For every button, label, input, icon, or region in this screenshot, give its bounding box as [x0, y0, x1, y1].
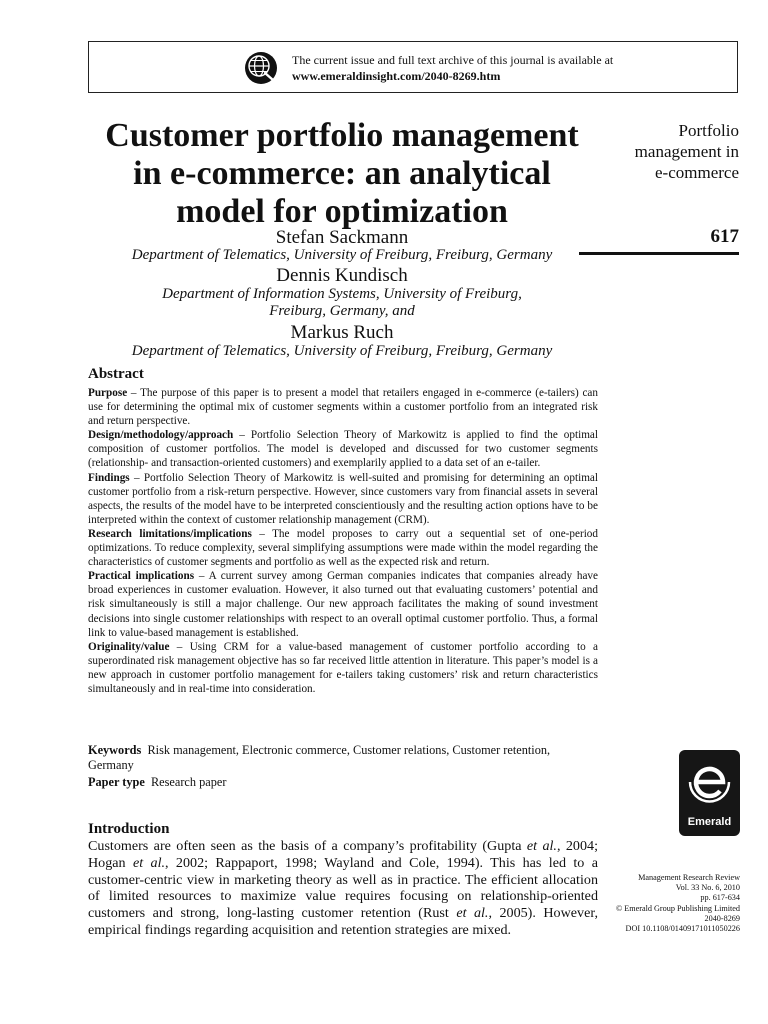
journal-info-line: DOI 10.1108/01409171011050226 [625, 924, 740, 934]
running-head-line: e-commerce [655, 163, 739, 182]
journal-info-line: Vol. 33 No. 6, 2010 [675, 883, 740, 893]
journal-info-line: pp. 617-634 [700, 893, 740, 903]
section-text: – The purpose of this paper is to present a model that retailers engaged in e-commerce (e-tailers) can use for determining the optimal mix of customer segments within a customer portfolio from an integrated risk and return perspective. [88, 387, 598, 428]
author-affiliation: Freiburg, Germany, and [269, 303, 415, 319]
section-text: – A current survey among German companies indicates that companies already have broad experiences in customer evaluation. However, it also turned out that evaluating customers’ potential and risk simultaneously is still a major challenge. Our new approach facilitates the making of sound investment decisions into single customer relationships with respect to an overall optimal customer portfolio. Thus, a formal link to value-based management is established. [88, 570, 598, 639]
intro-text: , 2005). However, empirical findings regarding acquisition and retention strategies are mixed. [88, 905, 598, 938]
page-number-rule [579, 252, 739, 255]
section-label: Research limitations/implications [88, 527, 252, 540]
author-affiliation: Department of Telematics, University of Freiburg, Freiburg, Germany [131, 247, 553, 263]
intro-text-italic: et al. [132, 854, 166, 871]
keywords [88, 743, 598, 773]
abstract-limitations [88, 527, 598, 569]
emerald-e-icon [687, 758, 732, 810]
abstract-purpose [88, 386, 598, 428]
abstract-practical [88, 569, 598, 639]
section-text: – The model proposes to carry out a sequential set of one-period optimizations. To reduce complexity, several simplifying assumptions were made within the model regarding the characteristics of customer segments and portfolio as well as the expected risk and return. [88, 527, 598, 569]
abstract-design [88, 428, 598, 470]
intro-text-italic: et al. [456, 905, 489, 922]
author-affiliation: Department of Telematics, University of Freiburg, Freiburg, Germany [131, 343, 553, 359]
section-text: – Portfolio Selection Theory of Markowitz is well-suited and promising for determining an optimal customer portfolio from a risk-return perspective. However, since customers vary from financial assets in several aspects, the results of the model have to be interpreted conscientiously and the resulting action options have to be interpreted within the context of customer relationship management (CRM). [88, 471, 598, 526]
section-label: Design/methodology/approach [88, 429, 234, 442]
introduction-heading: Introduction [88, 821, 170, 837]
section-label: Originality/value [88, 640, 170, 653]
intro-text: , 2004; Hogan [88, 838, 598, 871]
journal-info [570, 873, 740, 934]
abstract-originality [88, 640, 598, 696]
journal-info-line: Management Research Review [638, 873, 740, 882]
section-text: – Using CRM for a value-based management of customer portfolio according to a superordinated risk management objective has so far received little attention in literature. This paper’s model is a new approach in customer portfolio management for e-tailers taking customers’ risk and return characteristics simultaneously and in real-time into consideration. [88, 640, 598, 695]
globe-icon [244, 51, 278, 85]
paper-title: Customer portfolio management in e-commerce: an analytical model for optimization [105, 117, 579, 230]
running-head-line: Portfolio [678, 121, 739, 140]
paper-type-text: Research paper [150, 775, 227, 789]
emerald-logo-text: Emerald [687, 816, 732, 828]
introduction-body [88, 838, 598, 939]
page-number: 617 [710, 226, 739, 247]
emerald-logo [679, 750, 740, 836]
abstract-heading: Abstract [88, 366, 144, 382]
author-name: Stefan Sackmann [275, 227, 409, 248]
journal-url-link[interactable]: www.emeraldinsight.com/2040-8269.htm [292, 69, 501, 83]
abstract-body [88, 386, 598, 696]
running-head [600, 120, 739, 183]
paper-type [88, 775, 598, 790]
intro-text: , 2002; Rappaport, 1998; Wayland and Cole, 1994). This has led to a customer-centric view in marketing theory as well as in practice. The efficient allocation of limited resources to maximize value requires focusing on relationship-oriented customers and strong, long-lasting customer retention (Rust [88, 854, 598, 922]
author-name: Markus Ruch [290, 322, 394, 343]
author-affiliation: Department of Information Systems, University of Freiburg, [162, 286, 522, 302]
section-label: Practical implications [88, 570, 195, 583]
section-label: Purpose [88, 387, 128, 399]
keywords-text: Risk management, Electronic commerce, Customer relations, Customer retention, Germany [88, 743, 551, 772]
intro-text-italic: et al. [526, 838, 557, 854]
abstract-findings [88, 471, 598, 527]
journal-info-line: 2040-8269 [704, 913, 740, 923]
running-head-line: management in [634, 142, 739, 161]
author-name: Dennis Kundisch [276, 265, 408, 286]
availability-note: The current issue and full text archive of this journal is available at [292, 53, 614, 67]
intro-text: Customers are often seen as the basis of a company’s profitability (Gupta [88, 838, 527, 854]
section-text: – Portfolio Selection Theory of Markowitz is applied to find the optimal composition of customer portfolios. The model is developed and discussed for two customer segments (relationship- and transaction-oriented customers) and exemplarily applied to a data set of an e-tailer. [88, 429, 598, 470]
keywords-label: Keywords [88, 743, 142, 757]
journal-info-line: © Emerald Group Publishing Limited [615, 903, 740, 913]
section-label: Findings [88, 471, 130, 484]
paper-type-label: Paper type [88, 775, 145, 789]
